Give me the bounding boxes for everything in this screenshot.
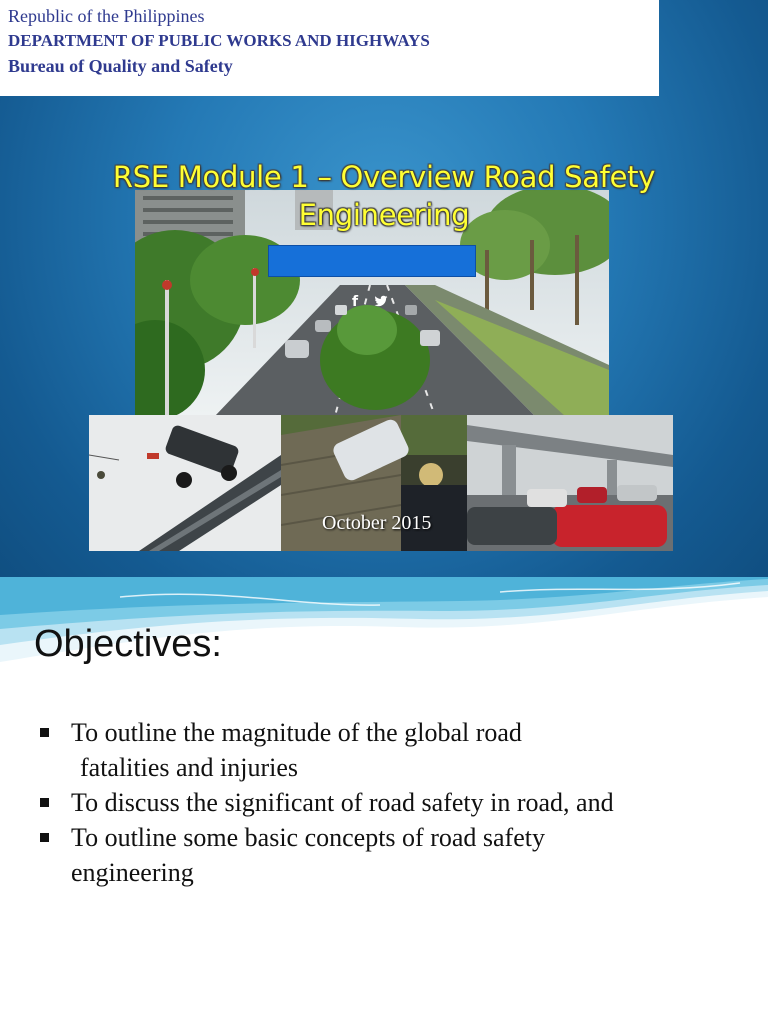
overpass-accident-photo [89, 415, 281, 551]
objectives-list [34, 715, 754, 890]
bullet-text-line2: fatalities and injuries [80, 753, 299, 782]
parking-overpass-photo [467, 415, 673, 551]
square-bullet-icon [40, 798, 49, 807]
header-republic: Republic of the Philippines [8, 6, 205, 26]
agency-header [0, 0, 659, 96]
blue-banner-bar [268, 245, 476, 277]
square-bullet-icon [40, 833, 49, 842]
bullet-text-line1: To outline the magnitude of the global road [71, 718, 522, 747]
slide-title-line2: Engineering [298, 198, 470, 232]
objectives-heading: Objectives: [34, 623, 222, 665]
slide-title-line1: RSE Module 1 – Overview Road Safety [112, 160, 656, 194]
facebook-icon: f [352, 294, 359, 310]
header-department: DEPARTMENT OF PUBLIC WORKS AND HIGHWAYS [8, 31, 430, 50]
list-item [34, 715, 754, 785]
bullet-text-line2: engineering [71, 858, 194, 887]
objectives-slide [0, 577, 768, 1024]
list-item [34, 820, 754, 890]
twitter-bird-icon [374, 294, 388, 308]
slide-title [60, 158, 708, 234]
bullet-text-line1: To discuss the significant of road safety in road, and [71, 788, 614, 817]
list-item [34, 785, 754, 820]
header-bureau: Bureau of Quality and Safety [8, 56, 233, 76]
bullet-text-line1: To outline some basic concepts of road safety [71, 823, 545, 852]
square-bullet-icon [40, 728, 49, 737]
presentation-date: October 2015 [322, 512, 432, 534]
